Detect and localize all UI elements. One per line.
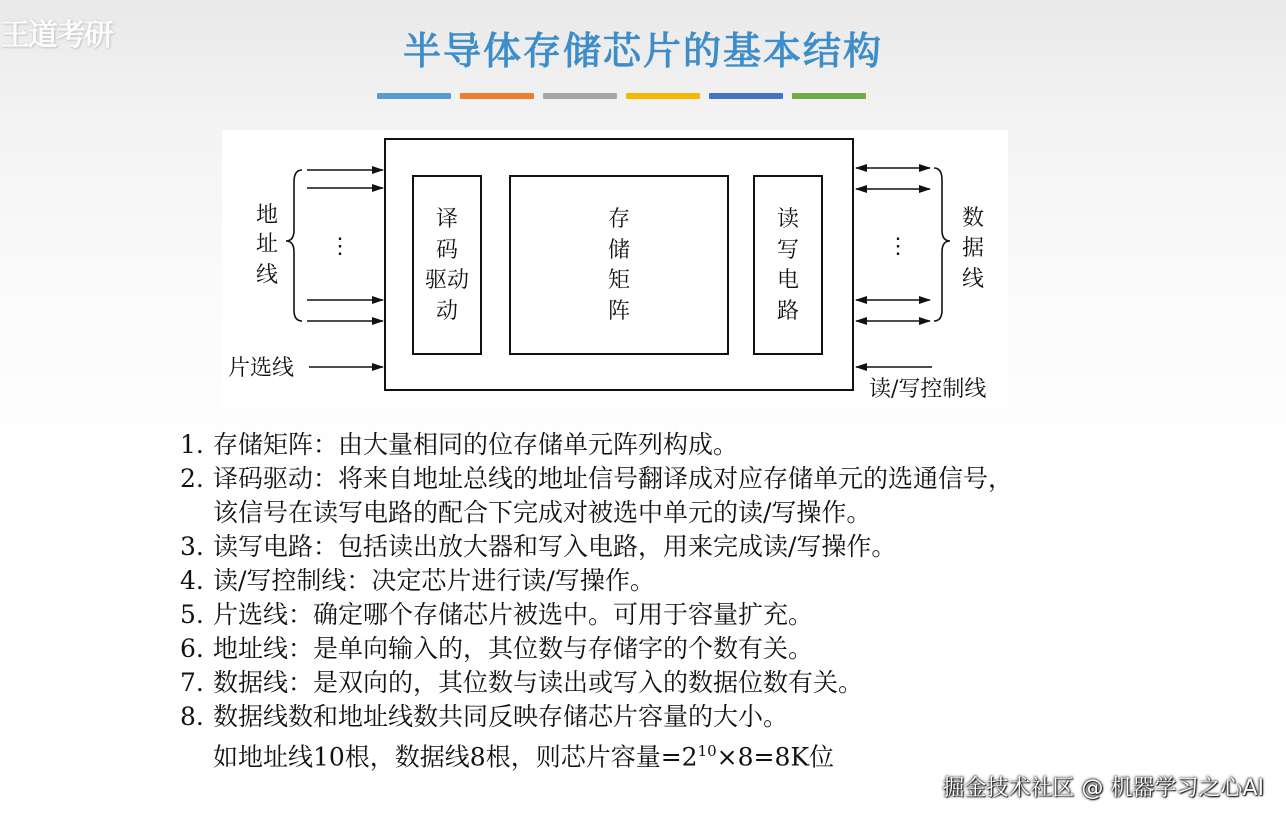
data-brace (934, 168, 950, 321)
decoder-label-1: 译 (435, 207, 459, 232)
rw-circuit-label-1: 读 (776, 207, 800, 232)
note-text-continued: 该信号在读写电路的配合下完成对被选中单元的读/写操作。 (213, 498, 872, 527)
note-text: 读/写控制线：决定芯片进行读/写操作。 (213, 566, 655, 595)
divider-bar-darkblue (709, 93, 783, 99)
note-number: 2. (180, 464, 204, 493)
note-number: 4. (180, 566, 204, 595)
rw-circuit-label-2: 写 (776, 238, 800, 263)
divider-bar-blue (377, 93, 451, 99)
watermark: 掘金技术社区 @ 机器学习之心AI (942, 776, 1264, 801)
decoder-label-3: 驱动 (424, 268, 470, 293)
storage-matrix-block (510, 176, 728, 354)
rw-circuit-label-3: 电 (776, 268, 800, 293)
decoder-label-4: 动 (435, 299, 459, 324)
rw-circuit-block (754, 176, 822, 354)
title-divider (377, 93, 866, 99)
note-item-2 (180, 462, 1240, 530)
memory-chip-diagram (222, 130, 1008, 410)
data-ellipsis: ⋮ (887, 234, 909, 259)
note-item-6 (180, 632, 1240, 666)
note-number: 6. (180, 634, 204, 663)
decoder-block (413, 176, 481, 354)
note-number: 1. (180, 430, 204, 459)
note-item-3 (180, 530, 1240, 564)
note-text: 译码驱动：将来自地址总线的地址信号翻译成对应存储单元的选通信号， (213, 464, 1014, 493)
address-label-2: 址 (255, 232, 279, 257)
decoder-label-2: 码 (435, 238, 459, 263)
note-number: 7. (180, 668, 204, 697)
data-label-3: 线 (961, 267, 985, 292)
matrix-label-2: 储 (607, 238, 631, 263)
address-brace (286, 170, 302, 321)
note-text: 片选线：确定哪个存储芯片被选中。可用于容量扩充。 (213, 600, 814, 629)
data-label-1: 数 (961, 206, 985, 231)
capacity-example-prefix: 如地址线10根，数据线8根，则芯片容量=2 (213, 742, 698, 772)
corner-logo: 王道考研 (0, 18, 112, 53)
note-text: 数据线：是双向的，其位数与读出或写入的数据位数有关。 (213, 668, 864, 697)
note-text: 读写电路：包括读出放大器和写入电路，用来完成读/写操作。 (213, 532, 897, 561)
divider-bar-gray (543, 93, 617, 99)
divider-bar-green (792, 93, 866, 99)
explanation-list (180, 428, 1240, 774)
address-label-1: 地 (255, 203, 279, 228)
address-ellipsis: ⋮ (329, 234, 351, 259)
note-number: 8. (180, 702, 204, 731)
note-text: 存储矩阵：由大量相同的位存储单元阵列构成。 (213, 430, 739, 459)
matrix-label-4: 阵 (607, 299, 631, 324)
divider-bar-yellow (626, 93, 700, 99)
rw-control-label: 读/写控制线 (869, 377, 987, 402)
chip-select-label: 片选线 (228, 356, 295, 381)
matrix-label-3: 矩 (607, 268, 631, 293)
note-item-4 (180, 564, 1240, 598)
capacity-example-exponent: 10 (697, 742, 717, 760)
matrix-label-1: 存 (607, 207, 631, 232)
note-item-8 (180, 700, 1240, 774)
note-number: 3. (180, 532, 204, 561)
note-item-1 (180, 428, 1240, 462)
note-text: 地址线：是单向输入的，其位数与存储字的个数有关。 (213, 634, 814, 663)
capacity-example (213, 734, 834, 774)
capacity-example-suffix: ×8=8K位 (716, 742, 835, 772)
note-item-5 (180, 598, 1240, 632)
data-label-2: 据 (961, 236, 985, 261)
divider-bar-orange (460, 93, 534, 99)
note-item-7 (180, 666, 1240, 700)
address-label-3: 线 (255, 263, 279, 288)
note-number: 5. (180, 600, 204, 629)
diagram-canvas (222, 130, 1008, 410)
note-text: 数据线数和地址线数共同反映存储芯片容量的大小。 (213, 702, 789, 731)
rw-circuit-label-4: 路 (776, 299, 800, 324)
slide-title: 半导体存储芯片的基本结构 (402, 29, 883, 73)
